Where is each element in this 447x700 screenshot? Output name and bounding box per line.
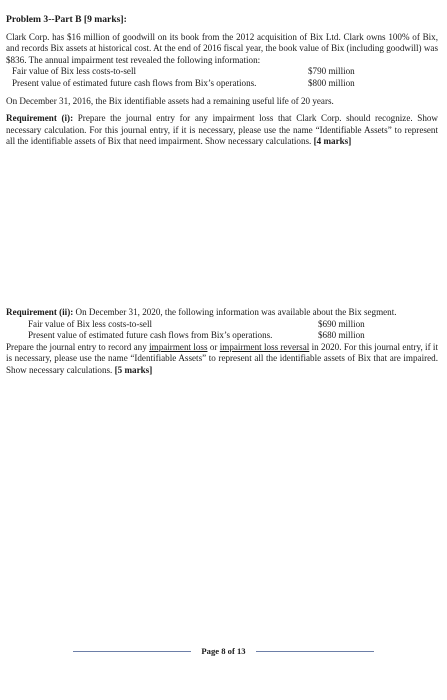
footer-rule-left <box>73 651 191 652</box>
table-row <box>6 66 438 78</box>
table-row <box>6 78 438 90</box>
row-value: $800 million <box>308 77 355 88</box>
impairment-loss-link: impairment loss <box>149 341 208 352</box>
requirement-2-marks: [5 marks] <box>114 364 153 375</box>
requirement-2-label: Requirement (ii): <box>6 306 74 317</box>
valuation-table-2016 <box>6 66 438 89</box>
row-value: $690 million <box>318 318 365 329</box>
useful-life-paragraph: On December 31, 2016, the Bix identifiable assets had a remaining useful life of 20 years. <box>6 95 334 106</box>
row-label: Fair value of Bix less costs-to-sell <box>12 66 137 77</box>
requirement-1-label: Requirement (i): <box>6 113 74 124</box>
requirement-1-marks: [4 marks] <box>313 136 352 147</box>
footer-rule-right <box>256 651 374 652</box>
body-text: or <box>207 341 220 352</box>
row-value: $790 million <box>308 66 355 77</box>
intro-paragraph: Clark Corp. has $16 million of goodwill on its book from the 2012 acquisition of Bix Ltd. Clark owns 100% of Bix, and records Bix assets at historical cost. At the end of 2016 fiscal year, the book value of Bix (including goodwill) was $836. The annual impairment test revealed the following information: <box>6 31 438 65</box>
body-text: in 2020. For this journal entry, if it is necessary, please use the name “Identifiable Assets” to represent all the identifiable assets of Bix that are impaired. Show necessary calculations. <box>6 341 438 375</box>
document-body <box>6 14 438 377</box>
requirement-2-text: On December 31, 2020, the following information was available about the Bix segment. <box>73 306 397 317</box>
problem-heading: Problem 3--Part B [9 marks]: <box>6 14 127 25</box>
row-label: Present value of estimated future cash flows from Bix’s operations. <box>28 330 273 341</box>
requirement-2-body <box>6 342 438 377</box>
requirement-1-text: Prepare the journal entry for any impairment loss that Clark Corp. should recognize. Show necessary calculation. For this journal entry, if it is necessary, please use the name “Identifiable Assets” to represent all the identifiable assets of Bix that need impairment. Show necessary calculations. <box>6 113 438 147</box>
table-row <box>6 330 438 342</box>
row-value: $680 million <box>318 330 365 341</box>
page-number: Page 8 of 13 <box>201 646 246 656</box>
requirement-1-paragraph <box>6 113 438 148</box>
requirement-2-paragraph <box>6 307 438 319</box>
impairment-loss-reversal-link: impairment loss reversal <box>219 341 310 352</box>
body-text: Prepare the journal entry to record any <box>6 341 150 352</box>
table-row <box>6 319 438 331</box>
row-label: Present value of estimated future cash flows from Bix’s operations. <box>12 77 257 88</box>
valuation-table-2020 <box>6 319 438 342</box>
row-label: Fair value of Bix less costs-to-sell <box>28 318 153 329</box>
page-footer <box>0 646 447 658</box>
